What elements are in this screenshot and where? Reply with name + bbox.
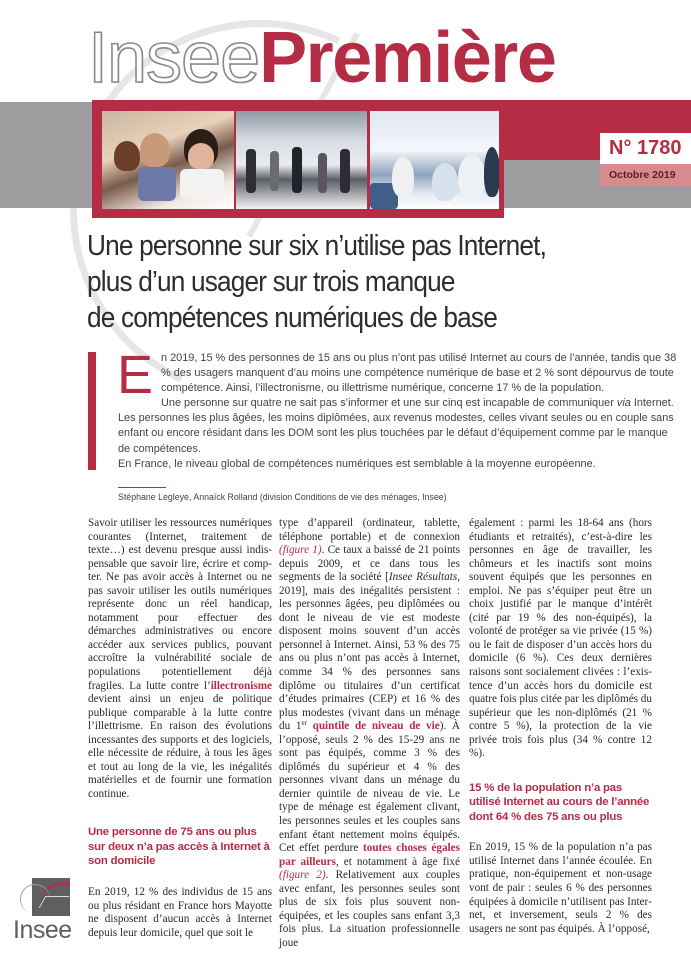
body-paragraph: Savoir utiliser les ressources numériques courantes (Internet, traitement de texte…) est devenu presque aussi indispensable que savoir lire, écrire et compter. Ne pas avoir accès à Internet ou ne pas savoir utiliser les outils numériques représente donc un réel handicap, notamment pour effectuer des démarches administratives ou encore accéder aux services publics, pouvant accroître la vulnérabilité sociale de populations potentiellement déjà fragiles. La lutte contre l’illectronisme devient ainsi un enjeu de politique publique comparable à la lutte contre l’illettrisme. En raison des évolutions incessantes des supports et des logiciels, elle nécessite de réduire, à tous les âges et tout au long de la vie, les inégalités matérielles et de fournir une formation continue. — [88, 517, 272, 800]
brand-insee: Insee — [88, 18, 260, 98]
brand-premiere: Première — [259, 18, 556, 98]
headline-line: de compétences numériques de base — [87, 302, 497, 334]
glossary-link-toutes-choses-egales[interactable]: toutes choses égales par ailleurs — [279, 842, 460, 868]
publication-title — [88, 18, 555, 98]
lede-summary — [117, 345, 678, 472]
lede-paragraph: En 2019, 15 % des personnes de 15 ans ou plus n’ont pas utilisé Internet au cours de l’année, tandis que 38 % des usagers manquent d’au moins une compétence numérique de base et 2 % sont dépourvus de toute compétence. Ainsi, l’illectronisme, ou illettrisme numérique, concerne 17 % de la population. — [117, 345, 677, 405]
lede-paragraph: En France, le niveau global de compétences numériques est semblable à la moyenne européenne. — [118, 457, 596, 470]
body-column-3 — [469, 517, 652, 936]
lede-accent-bar — [88, 352, 96, 470]
office-photo — [370, 111, 499, 209]
author-divider — [118, 487, 166, 488]
section-heading: Une personne de 75 ans ou plus sur deux n’a pas accès à Internet à son domicile — [88, 826, 270, 868]
children-photo — [102, 111, 234, 209]
glossary-link-illectronisme[interactable]: illectronisme — [210, 679, 272, 692]
lede-paragraph: Une personne sur quatre ne sait pas s’informer et une sur cinq est incapable de communiquer via Internet. Les personnes les plus âgées, les moins diplômées, aux revenus modestes, celles vivant seules ou en couple sans enfant ou encore résidant dans les DOM sont les plus touchées par le défaut d’équipement comme par le manque de compétences. — [118, 397, 674, 455]
insee-logo — [8, 878, 72, 946]
issue-date: Octobre 2019 — [600, 164, 691, 186]
citation-insee-resultats: Insee Résultats, — [388, 571, 460, 584]
figure-1-link[interactable]: (figure 1) — [279, 544, 322, 557]
headline-line: plus d’un usager sur trois manque — [87, 266, 455, 298]
body-column-1 — [88, 517, 272, 940]
drop-cap: E — [117, 345, 154, 405]
body-paragraph: type d’appareil (ordinateur, tablette, téléphone portable) et de connexion (figure 1). Ce taux a baissé de 21 points depuis 2009, et ce dans tous les segments de la société [Insee Résultats, 2019], mais des inégalités persistent : les personnes âgées, peu diplômées ou dont le niveau de vie est modeste disposent moins souvent d’un accès personnel à Internet. Ainsi, 53 % des 75 ans ou plus n’ont pas accès à Internet, comme 34 % des personnes sans diplôme ou titulaires d’un certificat d’études primaires (CEP) et 16 % des plus modestes (vivant dans un ménage du 1er quintile de niveau de vie). À l’opposé, seuls 2 % des 15-29 ans ne sont pas équipés, comme 3 % des diplômés du supérieur et 4 % des personnes vivant dans un ménage du dernier quintile de niveau de vie. Le type de ménage est également clivant, les personnes seules et les couples sans enfant étant nettement moins équipés. Cet effet perdure toutes choses égales par ailleurs, et notamment à âge fixé (figure 2). Relativement aux couples avec enfant, les personnes seules sont plus de six fois plus souvent non-équipées, et les couples sans enfant 3,3 fois plus. La situation professionnelle joue — [279, 517, 461, 949]
body-paragraph: également : parmi les 18-64 ans (hors étudiants et retraités), c’est-à-dire les personnes en âge de travailler, les chômeurs et les inactifs sont moins souvent équipés que les personnes en emploi. Ne pas s’équiper peut être un choix justifié par le manque d’intérêt (cité par 19 % des non-équipés), la volonté de protéger sa vie privée (15 %) ou le fait de disposer d’un accès hors du domicile (6 %). Ces deux dernières raisons sont socialement clivées : l’existence d’un accès hors du domicile est quatre fois plus citée par les diplômés du supérieur que les non-diplômés (21 % contre 5 %), la protection de la vie privée trois fois plus (34 % contre 12 %). — [469, 517, 652, 760]
glossary-link-quintile[interactable]: quintile de niveau de vie — [306, 720, 440, 733]
headline-line: Une personne sur six n’utilise pas Internet, — [87, 230, 547, 262]
body-paragraph: En 2019, 12 % des individus de 15 ans ou plus résidant en France hors Mayotte ne disposent d’aucun accès à Internet depuis leur domicile, quel que soit le — [88, 885, 272, 939]
author-byline: Stéphane Legleye, Annaïck Rolland (division Conditions de vie des ménages, Insee) — [118, 492, 447, 502]
body-column-2 — [279, 517, 460, 951]
insee-logo-text: Insee — [13, 916, 72, 944]
figure-2-link[interactable]: (figure 2) — [279, 869, 326, 882]
masthead — [0, 0, 691, 220]
issue-number: N° 1780 — [600, 133, 691, 164]
body-paragraph: En 2019, 15 % de la population n’a pas utilisé Internet dans l’année écoulée. En pratique, non-équipement et non-usage vont de pair : seules 6 % des personnes équipées à domicile n’utilisent pas Internet, et inversement, seuls 2 % des usagers ne sont pas équipés. À l’opposé, — [469, 841, 652, 935]
article-headline — [87, 228, 602, 336]
section-heading: 15 % de la population n’a pas utilisé Internet au cours de l’année dont 64 % des 75 ans ou plus — [469, 781, 650, 823]
crowd-photo — [236, 111, 367, 209]
